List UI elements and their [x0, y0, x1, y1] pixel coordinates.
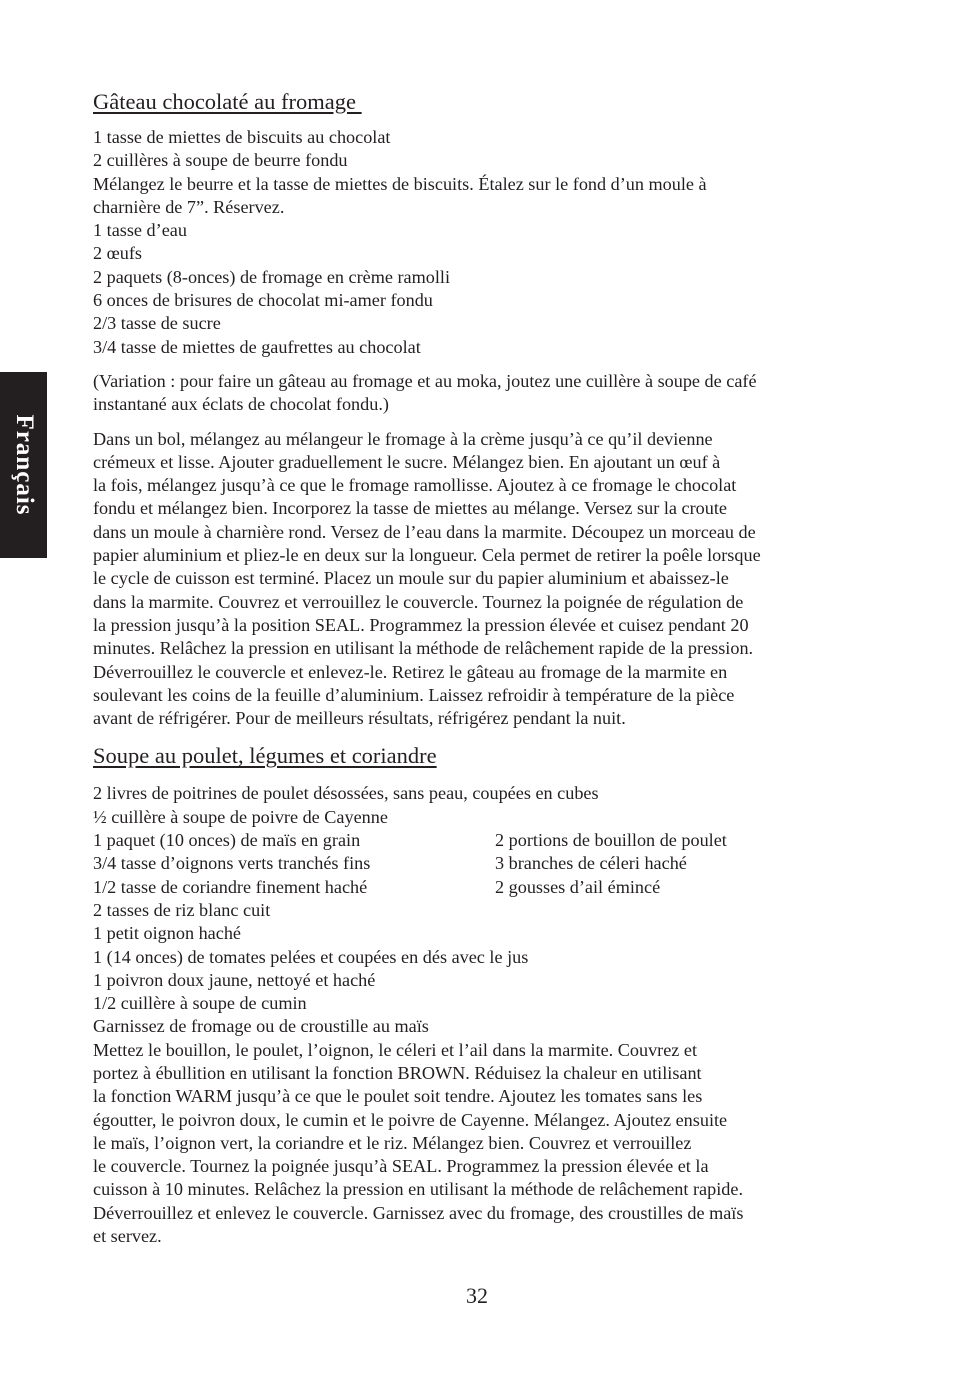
ingredient-left: 1 paquet (10 onces) de maïs en grain [93, 830, 361, 851]
ingredient-line: 1/2 cuillère à soupe de cumin [93, 993, 307, 1014]
ingredient-line: 1 tasse de miettes de biscuits au chocolat [93, 127, 391, 147]
instruction-line: fondu et mélangez bien. Incorporez la tasse de miettes au mélange. Versez sur la croute [93, 498, 727, 519]
soup-instructions [93, 1039, 853, 1249]
ingredient-right: 3 branches de céleri haché [495, 853, 687, 874]
variation-line: instantané aux éclats de chocolat fondu.) [93, 394, 389, 415]
instruction-line: Dans un bol, mélangez au mélangeur le fromage à la crème jusqu’à ce qu’il devienne [93, 428, 713, 449]
ingredient-line: Garnissez de fromage ou de croustille au maïs [93, 1016, 429, 1037]
ingredient-line: ½ cuillère à soupe de poivre de Cayenne [93, 806, 388, 827]
instruction-line: minutes. Relâchez la pression en utilisant la méthode de relâchement rapide de la pression. [93, 638, 754, 659]
instruction-line: le cycle de cuisson est terminé. Placez un moule sur du papier aluminium et abaissez-le [93, 568, 729, 589]
ingredient-left: 3/4 tasse d’oignons verts tranchés fins [93, 853, 371, 874]
ingredient-line: 2 livres de poitrines de poulet désossées, sans peau, coupées en cubes [93, 783, 599, 804]
ingredient-line: 3/4 tasse de miettes de gaufrettes au chocolat [93, 336, 421, 357]
ingredient-left: 1/2 tasse de coriandre finement haché [93, 876, 368, 897]
ingredient-right: 2 gousses d’ail émincé [495, 876, 661, 897]
instruction-line: soulevant les coins de la feuille d’aluminium. Laissez refroidir à température de la pièce [93, 684, 735, 705]
instruction-line: Déverrouillez le couvercle et enlevez-le. Retirez le gâteau au fromage de la marmite en [93, 661, 728, 682]
page-content [93, 88, 853, 1248]
cheesecake-ingredients [93, 126, 853, 359]
ingredient-right: 2 portions de bouillon de poulet [495, 830, 727, 851]
instruction-line: et servez. [93, 1226, 162, 1247]
ingredient-line: 2 tasses de riz blanc cuit [93, 899, 271, 920]
page-number: 32 [466, 1283, 488, 1308]
ingredient-row [93, 829, 853, 852]
ingredient-line: Mélangez le beurre et la tasse de miettes de biscuits. Étalez sur le fond d’un moule à [93, 173, 707, 194]
instruction-line: Déverrouillez et enlevez le couvercle. Garnissez avec du fromage, des croustilles de maïs [93, 1202, 744, 1223]
instruction-line: Mettez le bouillon, le poulet, l’oignon, le céleri et l’ail dans la marmite. Couvrez et [93, 1039, 698, 1060]
instruction-line: cuisson à 10 minutes. Relâchez la pression en utilisant la méthode de relâchement rapide. [93, 1179, 743, 1200]
ingredient-line: 1 tasse d’eau [93, 220, 187, 241]
instruction-line: dans un moule à charnière rond. Versez de l’eau dans la marmite. Découpez un morceau de [93, 521, 756, 542]
variation-line: (Variation : pour faire un gâteau au fromage et au moka, joutez une cuillère à soupe de café [93, 370, 757, 391]
ingredient-line: 1 poivron doux jaune, nettoyé et haché [93, 969, 376, 990]
cheesecake-variation [93, 370, 853, 417]
recipe-title-cheesecake: Gâteau chocolaté au fromage [93, 89, 362, 114]
language-tab-label: Français [10, 414, 38, 516]
instruction-line: papier aluminium et pliez-le en deux sur la longueur. Cela permet de retirer la poêle lorsque [93, 545, 761, 566]
instruction-line: crémeux et lisse. Ajouter graduellement le sucre. Mélangez bien. En ajoutant un œuf à [93, 451, 721, 472]
ingredient-row [93, 852, 853, 875]
ingredient-line: 2/3 tasse de sucre [93, 313, 221, 334]
instruction-line: égoutter, le poivron doux, le cumin et le poivre de Cayenne. Mélangez. Ajoutez ensuite [93, 1109, 728, 1130]
instruction-line: la fonction WARM jusqu’à ce que le poulet soit tendre. Ajoutez les tomates sans les [93, 1086, 703, 1107]
cheesecake-instructions [93, 428, 853, 731]
ingredient-line: 2 cuillères à soupe de beurre fondu [93, 150, 348, 171]
instruction-line: portez à ébullition en utilisant la fonction BROWN. Réduisez la chaleur en utilisant [93, 1062, 702, 1083]
instruction-line: avant de réfrigérer. Pour de meilleurs résultats, réfrigérez pendant la nuit. [93, 708, 626, 729]
ingredient-line: 2 paquets (8-onces) de fromage en crème ramolli [93, 266, 451, 287]
instruction-line: la pression jusqu’à la position SEAL. Programmez la pression élevée et cuisez pendant 20 [93, 614, 749, 635]
ingredient-line: 2 œufs [93, 243, 143, 264]
soup-ingredients [93, 782, 853, 1038]
instruction-line: le maïs, l’oignon vert, la coriandre et le riz. Mélangez bien. Couvrez et verrouillez [93, 1132, 692, 1153]
recipe-title-soup: Soupe au poulet, légumes et coriandre [93, 743, 437, 769]
instruction-line: dans la marmite. Couvrez et verrouillez le couvercle. Tournez la poignée de régulation de [93, 591, 744, 612]
ingredient-row [93, 876, 853, 899]
ingredient-line: 1 petit oignon haché [93, 923, 241, 944]
language-tab [0, 372, 47, 558]
instruction-line: la fois, mélangez jusqu’à ce que le fromage ramollisse. Ajoutez à ce fromage le chocolat [93, 475, 737, 496]
instruction-line: le couvercle. Tournez la poignée jusqu’à SEAL. Programmez la pression élevée et la [93, 1156, 709, 1177]
ingredient-line: 1 (14 onces) de tomates pelées et coupées en dés avec le jus [93, 946, 529, 967]
ingredient-line: charnière de 7”. Réservez. [93, 196, 285, 217]
ingredient-line: 6 onces de brisures de chocolat mi-amer fondu [93, 290, 433, 311]
